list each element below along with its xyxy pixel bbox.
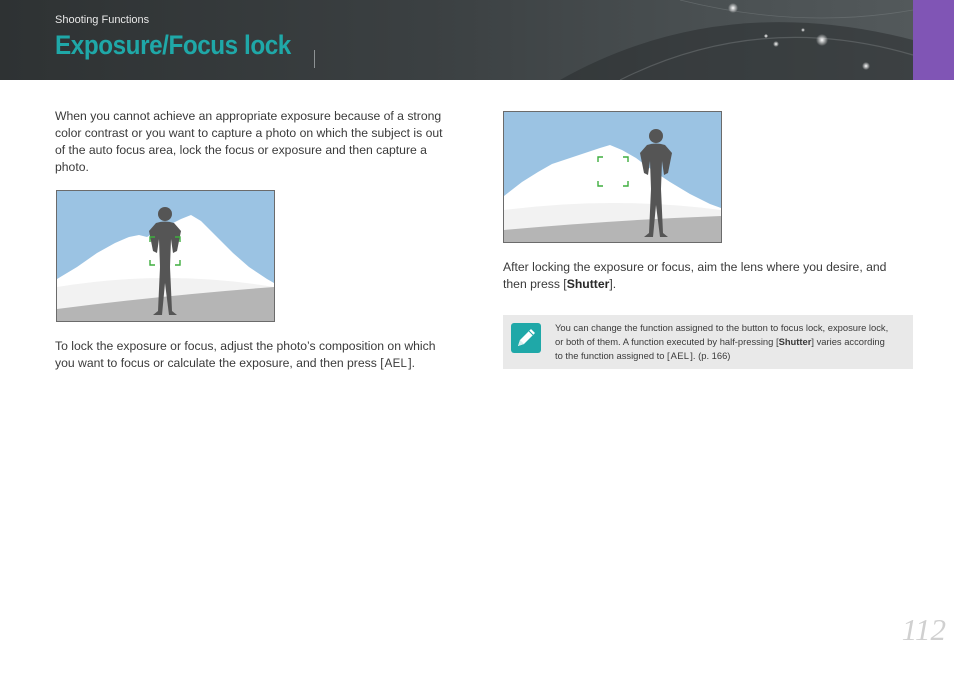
step2-text: After locking the exposure or focus, aim the lens where you desire, and then press [	[503, 260, 887, 291]
figure-recompose	[503, 111, 722, 243]
step1-text-end: ].	[408, 356, 416, 370]
page-number: 112	[901, 612, 946, 647]
section-label: Shooting Functions	[55, 14, 150, 26]
note-text	[555, 321, 895, 363]
page-header	[0, 0, 954, 80]
figure-lock-composition	[56, 190, 275, 322]
note-text-part2: ] varies according to the function assigned to [	[555, 336, 885, 361]
note-text-part3: ]. (p. 166)	[690, 350, 731, 361]
shutter-button-label: Shutter	[566, 277, 610, 291]
step2-text-end: ].	[609, 277, 617, 291]
pencil-note-icon	[511, 323, 541, 353]
note-text-part1: You can change the function assigned to the button to focus lock, exposure lock, or both of them. A function executed by half-pressing [	[555, 322, 889, 347]
note-shutter-label: Shutter	[778, 336, 812, 347]
chapter-tab[interactable]	[913, 0, 954, 80]
step1-paragraph	[55, 338, 455, 373]
title-divider	[314, 50, 315, 68]
ael-button-label: AEL	[384, 358, 408, 370]
intro-paragraph: When you cannot achieve an appropriate exposure because of a strong color contrast or you want to capture a photo on which the subject is out of the auto focus area, lock the focus or exposure and then capture a photo.	[55, 109, 443, 174]
page-title: Exposure/Focus lock	[55, 30, 291, 60]
note-ael-label: AEL	[670, 350, 690, 361]
step2-paragraph	[503, 259, 903, 293]
step1-text: To lock the exposure or focus, adjust the photo’s composition on which you want to focus or calculate the exposure, and then press [	[55, 339, 436, 370]
note-box	[503, 315, 913, 369]
